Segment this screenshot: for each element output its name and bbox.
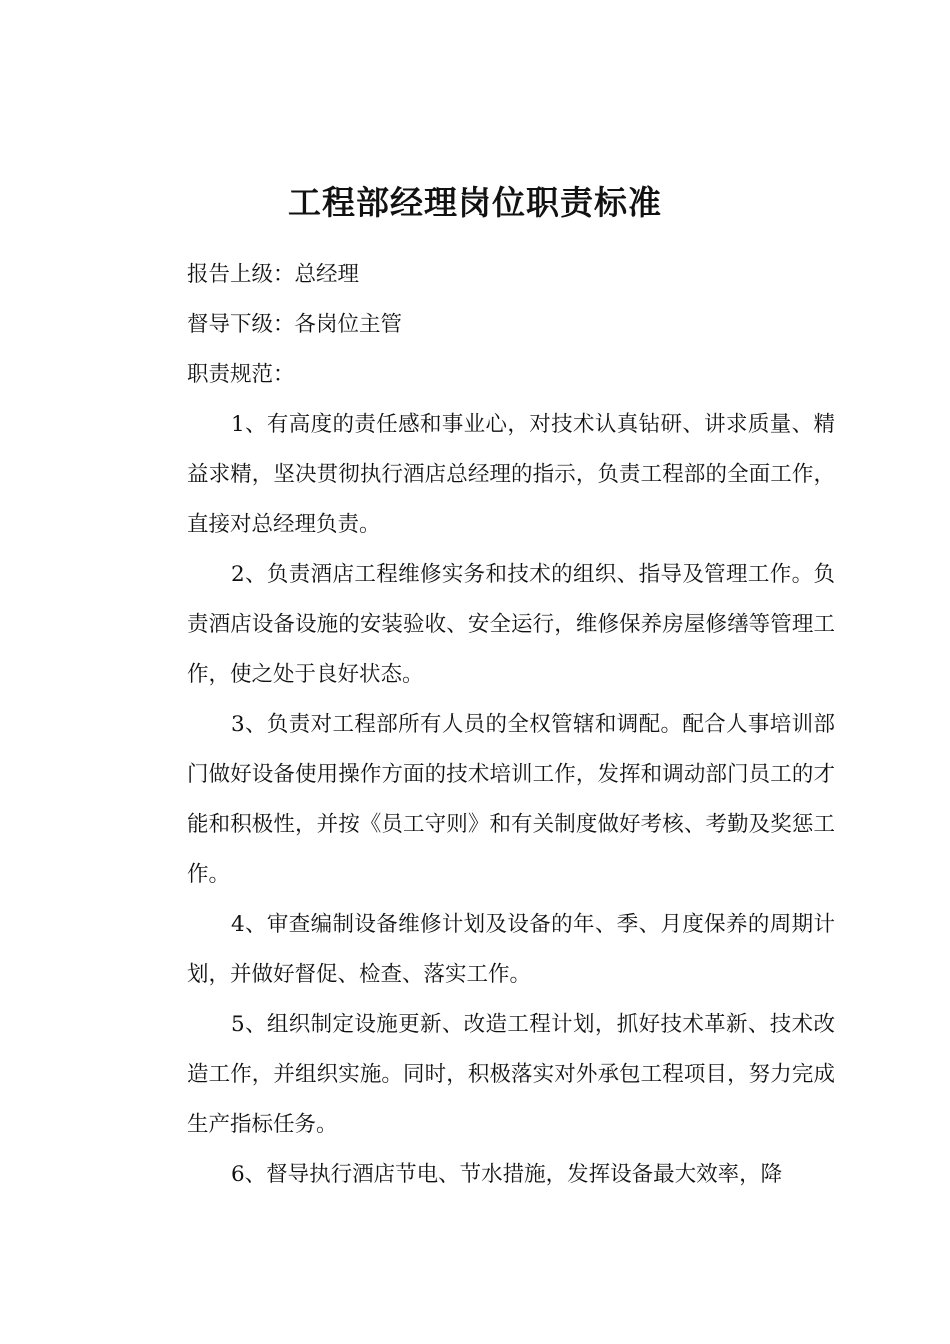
document-body <box>187 250 835 1200</box>
duty-paragraph-4: 4、审查编制设备维修计划及设备的年、季、月度保养的周期计划，并做好督促、检查、落实工作。 <box>187 912 835 987</box>
duty-paragraph-5: 5、组织制定设施更新、改造工程计划，抓好技术革新、技术改造工作，并组织实施。同时，积极落实对外承包工程项目，努力完成生产指标任务。 <box>187 1012 835 1137</box>
duty-paragraph-1: 1、有高度的责任感和事业心，对技术认真钻研、讲求质量、精益求精，坚决贯彻执行酒店总经理的指示，负责工程部的全面工作，直接对总经理负责。 <box>187 412 835 537</box>
duty-paragraph-3: 3、负责对工程部所有人员的全权管辖和调配。配合人事培训部门做好设备使用操作方面的技术培训工作，发挥和调动部门员工的才能和积极性，并按《员工守则》和有关制度做好考核、考勤及奖惩工作。 <box>187 712 835 887</box>
report-to-line: 报告上级：总经理 <box>187 262 360 287</box>
supervise-line: 督导下级：各岗位主管 <box>187 312 403 337</box>
duties-heading: 职责规范： <box>187 362 295 387</box>
duty-paragraph-6: 6、督导执行酒店节电、节水措施，发挥设备最大效率，降 <box>231 1162 783 1187</box>
duty-paragraph-2: 2、负责酒店工程维修实务和技术的组织、指导及管理工作。负责酒店设备设施的安装验收、安全运行，维修保养房屋修缮等管理工作，使之处于良好状态。 <box>187 562 835 687</box>
document-title: 工程部经理岗位职责标准 <box>288 183 662 222</box>
